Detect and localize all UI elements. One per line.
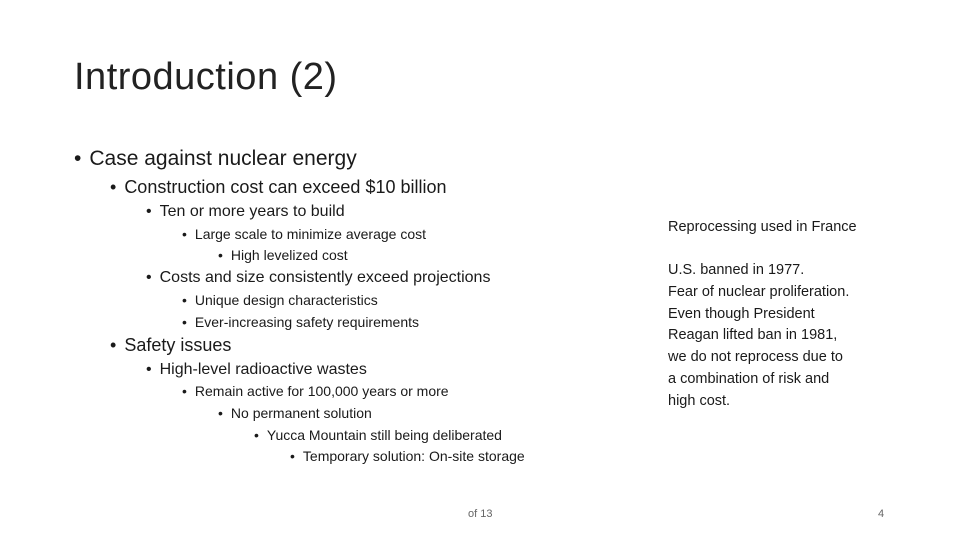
bullet-item: [146, 361, 367, 379]
bullet-glyph: •: [146, 203, 152, 220]
bullet-item: [74, 147, 357, 171]
side-note-line: we do not reprocess due to: [668, 349, 843, 366]
bullet-item: [182, 383, 449, 399]
bullet-glyph: •: [290, 448, 295, 464]
bullet-item: [110, 177, 447, 198]
bullet-item: [146, 269, 490, 287]
bullet-glyph: •: [182, 226, 187, 242]
bullet-text: Safety issues: [124, 335, 232, 355]
bullet-item: [182, 292, 378, 308]
page-number: 4: [878, 508, 885, 520]
bullet-item: [182, 226, 426, 242]
bullet-glyph: •: [182, 314, 187, 330]
side-note-line: Reagan lifted ban in 1981,: [668, 327, 838, 344]
bullet-glyph: •: [146, 361, 152, 378]
bullet-text: Large scale to minimize average cost: [194, 226, 427, 242]
bullet-glyph: •: [218, 247, 223, 263]
bullet-item: [290, 448, 525, 464]
footer-slide-count: of 13: [468, 508, 493, 520]
bullet-item: [110, 335, 231, 356]
bullet-text: High-level radioactive wastes: [159, 361, 367, 378]
side-note-line: Even though President: [668, 305, 815, 322]
side-note-line: a combination of risk and: [668, 370, 830, 387]
bullet-text: Costs and size consistently exceed projections: [159, 269, 491, 286]
bullet-glyph: •: [146, 269, 152, 286]
side-note-line: U.S. banned in 1977.: [668, 262, 805, 278]
bullet-text: Case against nuclear energy: [89, 147, 357, 170]
bullet-glyph: •: [110, 177, 117, 197]
side-note-line: high cost.: [668, 392, 731, 409]
bullet-glyph: •: [110, 335, 117, 355]
bullet-text: Construction cost can exceed $10 billion: [124, 177, 447, 197]
side-note-line: Fear of nuclear proliferation.: [668, 283, 850, 300]
bullet-glyph: •: [182, 292, 187, 308]
bullet-text: No permanent solution: [230, 405, 372, 421]
bullet-text: Remain active for 100,000 years or more: [194, 383, 449, 399]
bullet-text: Ten or more years to build: [159, 203, 345, 220]
side-note-us-ban: [668, 260, 898, 413]
bullet-text: Ever-increasing safety requirements: [194, 314, 420, 330]
bullet-glyph: •: [218, 405, 223, 421]
slide-title: Introduction (2): [74, 56, 338, 98]
bullet-item: [218, 247, 348, 263]
bullet-item: [218, 405, 372, 421]
bullet-text: Yucca Mountain still being deliberated: [266, 427, 502, 443]
bullet-text: Temporary solution: On-site storage: [302, 448, 525, 464]
bullet-item: [254, 427, 502, 443]
bullet-text: Unique design characteristics: [194, 292, 378, 308]
bullet-glyph: •: [182, 383, 187, 399]
bullet-glyph: •: [254, 427, 259, 443]
bullet-text: High levelized cost: [230, 247, 348, 263]
side-note-reprocessing: Reprocessing used in France: [668, 219, 857, 235]
bullet-item: [182, 314, 419, 330]
bullet-item: [146, 203, 345, 221]
bullet-glyph: •: [74, 147, 82, 170]
